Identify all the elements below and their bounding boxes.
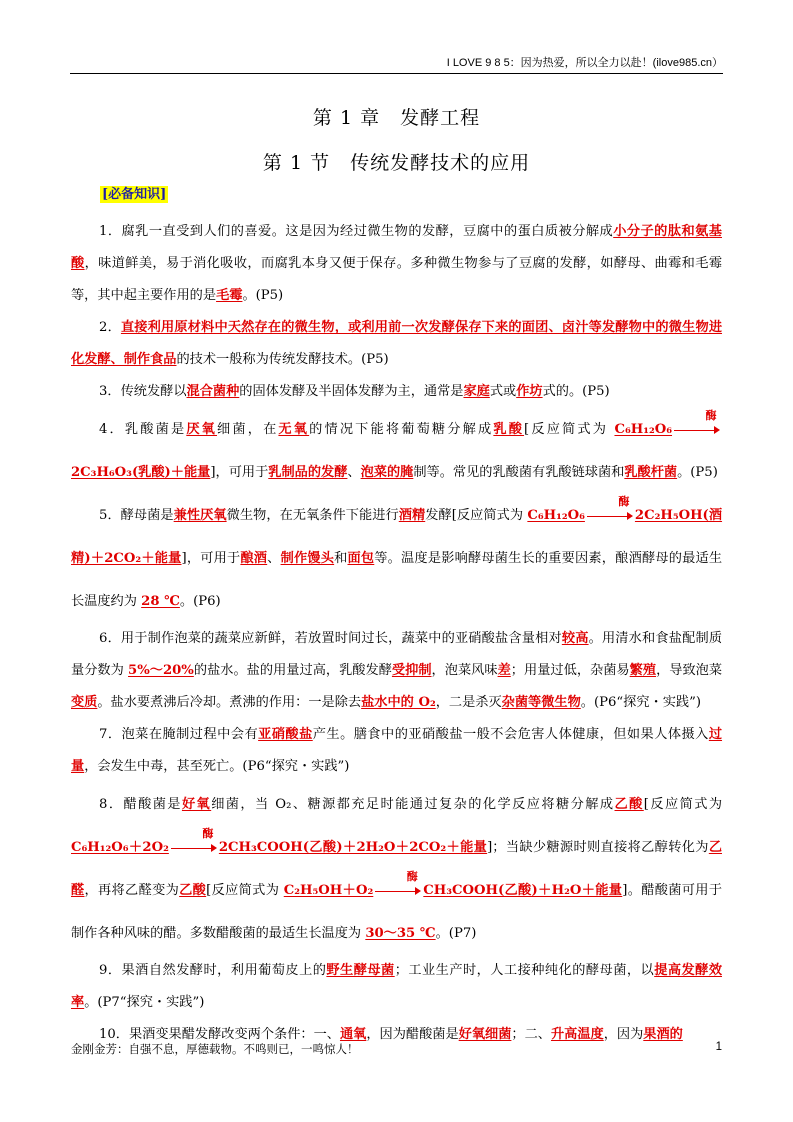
text: 3．传统发酵以 xyxy=(99,384,187,399)
enzyme-label: 酶 xyxy=(705,408,717,422)
enzyme-label: 酶 xyxy=(406,869,418,883)
text: 细菌，当 O₂、糖源都充足时能通过复杂的化学反应将糖分解成 xyxy=(211,797,615,812)
answer: 乙醛 xyxy=(71,840,722,898)
text: 式或 xyxy=(489,384,517,399)
reactant: C₂H₅OH＋O₂ xyxy=(283,883,374,898)
text: 1．腐乳一直受到人们的喜爱。这是因为经过微生物的发酵，豆腐中的蛋白质被分解成 xyxy=(99,224,614,239)
product: 2CH₃COOH(乙酸)＋2H₂O＋2CO₂＋能量 xyxy=(218,840,488,855)
answer: 过量 xyxy=(71,727,723,774)
text: 8．醋酸菌是 xyxy=(99,797,182,812)
text: 4．乳酸菌是 xyxy=(99,422,187,437)
answer: 亚硝酸盐 xyxy=(258,727,313,742)
enzyme-label: 酶 xyxy=(202,826,214,840)
text: [反应简式为 xyxy=(643,797,723,812)
paragraph-2 xyxy=(71,312,722,376)
text: 的情况下能将葡萄糖分解成 xyxy=(309,422,494,437)
answer: 好氧 xyxy=(181,797,212,812)
text: 、 xyxy=(267,551,281,566)
answer: 厌氧 xyxy=(186,422,218,437)
answer: 制作馒头 xyxy=(280,551,335,566)
answer: 乙酸 xyxy=(179,883,207,898)
paragraph-3 xyxy=(71,376,722,408)
text: [反应简式为 xyxy=(206,883,284,898)
answer: 变质 xyxy=(71,695,98,710)
answer: 乳酸杆菌 xyxy=(624,465,678,480)
text: ，因为醋酸菌是 xyxy=(366,1027,459,1042)
text: 9．果酒自然发酵时，利用葡萄皮上的 xyxy=(99,963,327,978)
paragraph-8 xyxy=(71,783,722,955)
chapter-title: 第 1 章 发酵工程 xyxy=(312,107,481,129)
text: 式的。(P5) xyxy=(542,384,610,399)
paragraph-6 xyxy=(71,623,722,719)
text: 。(P5) xyxy=(242,288,284,303)
content-body xyxy=(71,216,722,1051)
text: 。(P7“探究・实践”) xyxy=(84,995,205,1010)
answer: 乙酸 xyxy=(614,797,644,812)
text: ；工业生产时，人工接种纯化的酵母菌，以 xyxy=(394,963,655,978)
answer: 家庭 xyxy=(463,384,490,399)
product: 2C₂H₅OH(酒精)＋2CO₂＋能量 xyxy=(71,508,723,566)
text: 的固体发酵及半固体发酵为主，通常是 xyxy=(239,384,464,399)
text: ，会发生中毒，甚至死亡。(P6“探究・实践”) xyxy=(84,759,350,774)
page-header: I LOVE 9 8 5：因为热爱，所以全力以赴！(ilove985.cn） xyxy=(70,55,723,74)
text: 制等。常见的乳酸菌有乳酸链球菌和 xyxy=(413,465,625,480)
answer: 小分子的肽和氨基酸 xyxy=(71,224,722,271)
answer: 较高 xyxy=(561,631,589,646)
answer: 好氧细菌 xyxy=(458,1027,512,1042)
answer: 28 ℃ xyxy=(141,594,180,609)
answer: 直接利用原材料中天然存在的微生物，或利用前一次发酵保存下来的面团、卤汁等发酵物中的微生物进化发酵、制作食品 xyxy=(71,320,723,367)
answer: 无氧 xyxy=(278,422,310,437)
text: 。盐水要煮沸后冷却。煮沸的作用：一是除去 xyxy=(97,695,362,710)
page-number: 1 xyxy=(715,1041,722,1053)
reactant: C₆H₁₂O₆ xyxy=(614,422,673,437)
text: ]。醋酸菌可用于制作各种风味的醋。多数醋酸菌的最适生长温度为 xyxy=(71,883,723,941)
reaction-arrow xyxy=(375,869,421,898)
text: 、 xyxy=(347,465,361,480)
answer: 通氧 xyxy=(339,1027,367,1042)
text: 等。温度是影响酵母菌生长的重要因素，酿酒酵母的最适生长温度约为 xyxy=(71,551,723,609)
answer: 作坊 xyxy=(516,384,543,399)
paragraph-9 xyxy=(71,955,722,1019)
answer: 差 xyxy=(497,663,511,678)
text: 。(P5) xyxy=(677,465,718,480)
text: 5．酵母菌是 xyxy=(99,508,174,523)
product: 2C₃H₆O₃(乳酸)＋能量 xyxy=(71,465,211,480)
text: 7．泡菜在腌制过程中会有 xyxy=(99,727,259,742)
text: 6．用于制作泡菜的蔬菜应新鲜，若放置时间过长，蔬菜中的亚硝酸盐含量相对 xyxy=(99,631,562,646)
text: ，味道鲜美，易于消化吸收，而腐乳本身又便于保存。多种微生物参与了豆腐的发酵，如酵母、曲霉和毛霉等，其中起主要作用的是 xyxy=(71,256,723,303)
text: ，二是杀灭 xyxy=(435,695,502,710)
paragraph-5 xyxy=(71,494,722,623)
section-title: 第 1 节 传统发酵技术的应用 xyxy=(262,152,531,174)
answer: 乳制品的发酵 xyxy=(268,465,348,480)
text: 2． xyxy=(99,320,121,335)
answer: 繁殖 xyxy=(629,663,657,678)
text: ]，可用于 xyxy=(210,465,269,480)
answer: 提高发酵效率 xyxy=(71,963,723,1010)
paragraph-7 xyxy=(71,719,722,783)
answer: 毛霉 xyxy=(216,288,243,303)
answer: 30～35 ℃ xyxy=(365,926,436,941)
answer: 升高温度 xyxy=(550,1027,604,1042)
text: ，再将乙醛变为 xyxy=(84,883,180,898)
reactant: C₆H₁₂O₆＋2O₂ xyxy=(71,840,169,855)
text: ；二、 xyxy=(511,1027,551,1042)
answer: 乳酸 xyxy=(493,422,525,437)
answer: 酒精 xyxy=(398,508,426,523)
paragraph-4 xyxy=(71,408,722,494)
text: 。用清水和食盐配制质量分数为 xyxy=(71,631,723,678)
text: 产生。膳食中的亚硝酸盐一般不会危害人体健康，但如果人体摄入 xyxy=(312,727,709,742)
text: ，导致泡菜 xyxy=(656,663,723,678)
answer: 5%～20% xyxy=(128,663,194,678)
answer: 野生酵母菌 xyxy=(326,963,395,978)
text: 的技术一般称为传统发酵技术。(P5) xyxy=(176,352,389,367)
answer: 受抑制 xyxy=(391,663,432,678)
text: ；用量过低，杂菌易 xyxy=(510,663,630,678)
text: 10．果酒变果醋发酵改变两个条件：一、 xyxy=(99,1027,340,1042)
answer: 泡菜的腌 xyxy=(360,465,414,480)
reactant: C₆H₁₂O₆ xyxy=(527,508,585,523)
answer: 盐水中的 O₂ xyxy=(361,695,436,710)
text: ]，可用于 xyxy=(181,551,241,566)
answer: 果酒的 xyxy=(643,1027,683,1042)
text: ，因为 xyxy=(603,1027,644,1042)
answer: 酿酒 xyxy=(240,551,268,566)
text: 。(P6“探究・实践”) xyxy=(580,695,701,710)
product: CH₃COOH(乙酸)＋H₂O＋能量 xyxy=(423,883,623,898)
text: 。(P7) xyxy=(435,926,477,941)
reaction-arrow xyxy=(171,826,217,855)
answer: 混合菌种 xyxy=(186,384,240,399)
text: 的盐水。盐的用量过高，乳酸发酵 xyxy=(193,663,392,678)
answer: 杂菌等微生物 xyxy=(501,695,581,710)
answer: 面包 xyxy=(347,551,375,566)
text: 。(P6) xyxy=(179,594,221,609)
enzyme-label: 酶 xyxy=(618,494,630,508)
footer-motto: 金刚金芳：自强不息，厚德载物。不鸣则已，一鸣惊人！ xyxy=(71,1042,359,1056)
reaction-arrow xyxy=(587,494,633,523)
answer: 兼性厌氧 xyxy=(173,508,227,523)
knowledge-tag: [必备知识] xyxy=(102,187,167,202)
text: 发酵[反应简式为 xyxy=(425,508,528,523)
text: [反应简式为 xyxy=(524,422,615,437)
text: ]；当缺少糖源时则直接将乙醇转化为 xyxy=(487,840,709,855)
text: ，泡菜风味 xyxy=(431,663,498,678)
text: 微生物，在无氧条件下能进行 xyxy=(226,508,399,523)
paragraph-1 xyxy=(71,216,722,312)
reaction-arrow xyxy=(674,408,720,437)
text: 细菌，在 xyxy=(217,422,279,437)
text: 和 xyxy=(334,551,348,566)
